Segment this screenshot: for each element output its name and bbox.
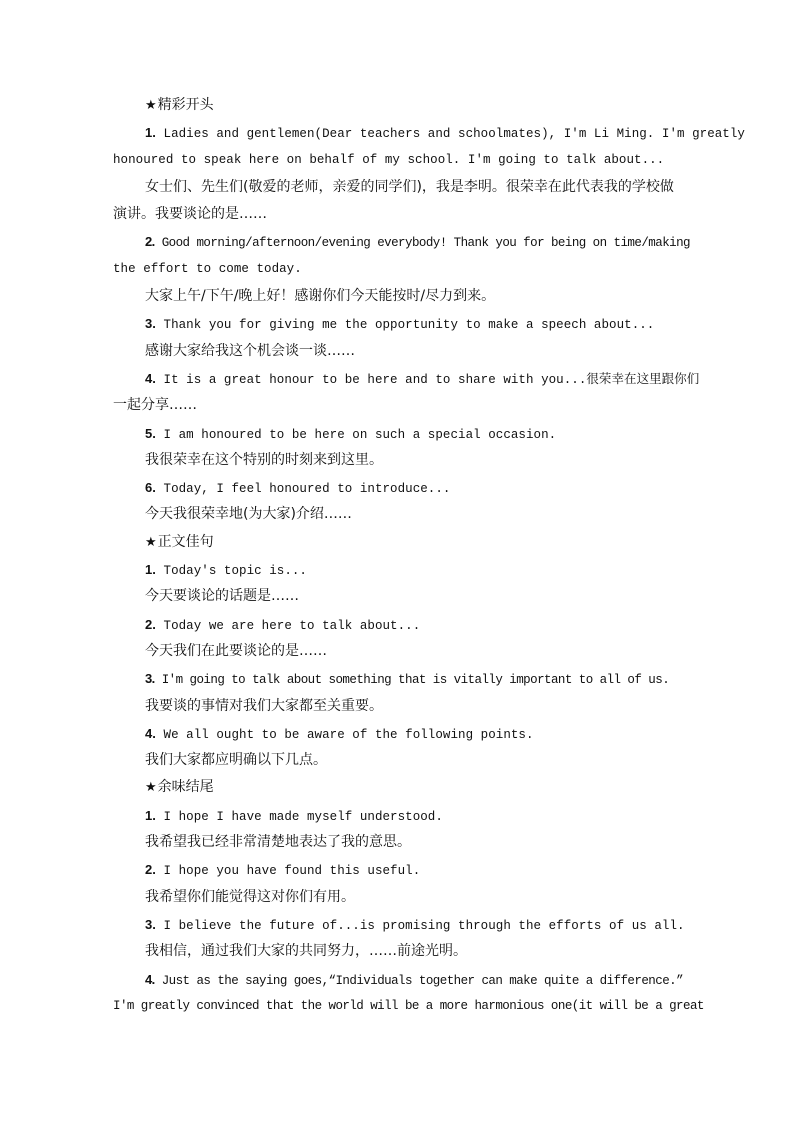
opening-item-2-en-line2: [113, 256, 683, 283]
opening-item-1-en-line2: [113, 147, 683, 174]
opening-item-5-zh-line1: [113, 447, 683, 474]
english-sentence: Today's topic is...: [163, 564, 307, 579]
closing-item-1-zh-line1: [113, 829, 683, 856]
chinese-translation: 我很荣幸在这个特别的时刻来到这里。: [145, 451, 383, 468]
chinese-translation: 我要谈的事情对我们大家都至关重要。: [145, 697, 383, 714]
star-icon: ★: [145, 98, 157, 113]
chinese-translation: 感谢大家给我这个机会谈一谈……: [145, 342, 355, 359]
body-item-3-zh-line1: [113, 693, 683, 720]
chinese-translation: 今天我们在此要谈论的是……: [145, 642, 327, 659]
opening-item-2-en-line1: [113, 228, 690, 255]
chinese-translation: 女士们、先生们(敬爱的老师，亲爱的同学们)，我是李明。很荣幸在此代表我的学校做: [145, 178, 674, 195]
english-sentence-continued: I'm greatly convinced that the world will be a more harmonious one(it will be a great: [113, 998, 704, 1013]
item-number: 5.: [145, 425, 156, 441]
english-sentence: Thank you for giving me the opportunity to make a speech about...: [163, 318, 655, 333]
chinese-translation-continued: 演讲。我要谈论的是……: [113, 206, 267, 223]
item-number: 4.: [145, 971, 155, 987]
closing-item-3-zh-line1: [113, 938, 683, 965]
english-sentence-continued: the effort to come today.: [113, 261, 302, 276]
body-item-2-en-line1: [113, 611, 683, 638]
opening-item-1-en-line1: [113, 119, 745, 146]
english-sentence: I'm going to talk about something that is vitally important to all of us.: [161, 673, 670, 688]
document-content: [113, 92, 745, 1020]
closing-item-4-en-line1: [113, 966, 683, 993]
opening-item-3-zh-line1: [113, 338, 683, 365]
section-title: 余味结尾: [157, 779, 214, 796]
english-sentence: I hope you have found this useful.: [163, 864, 421, 879]
english-sentence: Today we are here to talk about...: [163, 618, 421, 633]
opening-item-4-zh-line2: [113, 392, 683, 419]
body-item-4-en-line1: [113, 720, 683, 747]
opening-item-6-en-line1: [113, 474, 683, 501]
english-sentence: Just as the saying goes,“Individuals together can make quite a difference.”: [161, 973, 684, 988]
english-sentence: We all ought to be aware of the following points.: [163, 727, 534, 742]
opening-item-2-zh-line1: [113, 283, 683, 310]
opening-item-6-zh-line1: [113, 501, 683, 528]
english-sentence: I hope I have made myself understood.: [163, 809, 443, 824]
item-number: 4.: [145, 725, 156, 741]
closing-item-2-zh-line1: [113, 884, 683, 911]
section-heading-closing: [113, 774, 683, 801]
item-number: 4.: [145, 370, 156, 386]
chinese-translation: 我相信，通过我们大家的共同努力，……前途光明。: [145, 943, 467, 960]
item-number: 1.: [145, 125, 156, 141]
star-icon: ★: [145, 780, 157, 796]
item-number: 3.: [145, 316, 156, 332]
opening-item-4-en-line1: [113, 365, 700, 392]
chinese-translation: 今天我很荣幸地(为大家)介绍……: [145, 506, 352, 523]
section-heading-opening: [113, 92, 683, 119]
item-number: 2.: [145, 616, 156, 632]
closing-item-3-en-line1: [113, 911, 683, 938]
item-number: 6.: [145, 480, 156, 496]
english-sentence: Good morning/afternoon/evening everybody! Thank you for being on time/making: [161, 236, 690, 251]
body-item-3-en-line1: [113, 665, 683, 692]
item-number: 2.: [145, 862, 156, 878]
star-icon: ★: [145, 534, 157, 550]
item-number: 3.: [145, 671, 155, 687]
item-number: 1.: [145, 562, 156, 578]
chinese-translation: 大家上午/下午/晚上好！感谢你们今天能按时/尽力到来。: [145, 288, 496, 305]
opening-item-1-zh-line2: [113, 201, 683, 228]
closing-item-2-en-line1: [113, 856, 683, 883]
english-sentence: It is a great honour to be here and to share with you...很荣幸在这里跟你们: [163, 372, 700, 387]
item-number: 3.: [145, 916, 156, 932]
body-item-2-zh-line1: [113, 638, 683, 665]
english-sentence: Today, I feel honoured to introduce...: [163, 482, 451, 497]
closing-item-4-en-line2: [113, 993, 704, 1020]
english-sentence-continued: honoured to speak here on behalf of my school. I'm going to talk about...: [113, 152, 665, 167]
body-item-1-zh-line1: [113, 583, 683, 610]
english-sentence: Ladies and gentlemen(Dear teachers and schoolmates), I'm Li Ming. I'm greatly: [163, 127, 745, 142]
body-item-4-zh-line1: [113, 747, 683, 774]
opening-item-5-en-line1: [113, 420, 683, 447]
chinese-translation: 我希望你们能觉得这对你们有用。: [145, 888, 355, 905]
opening-item-1-zh-line1: [113, 174, 683, 201]
chinese-translation: 今天要谈论的话题是……: [145, 588, 299, 605]
chinese-translation: 我们大家都应明确以下几点。: [145, 752, 327, 769]
section-title: 精彩开头: [157, 97, 214, 113]
chinese-translation-continued: 一起分享……: [113, 397, 197, 414]
english-sentence: I believe the future of...is promising through the efforts of us all.: [163, 918, 685, 933]
closing-item-1-en-line1: [113, 802, 683, 829]
section-heading-body: [113, 529, 683, 556]
item-number: 1.: [145, 807, 156, 823]
item-number: 2.: [145, 234, 155, 250]
opening-item-3-en-line1: [113, 310, 683, 337]
body-item-1-en-line1: [113, 556, 683, 583]
chinese-translation: 我希望我已经非常清楚地表达了我的意思。: [145, 834, 411, 851]
section-title: 正文佳句: [157, 533, 214, 550]
english-sentence: I am honoured to be here on such a special occasion.: [163, 427, 557, 442]
